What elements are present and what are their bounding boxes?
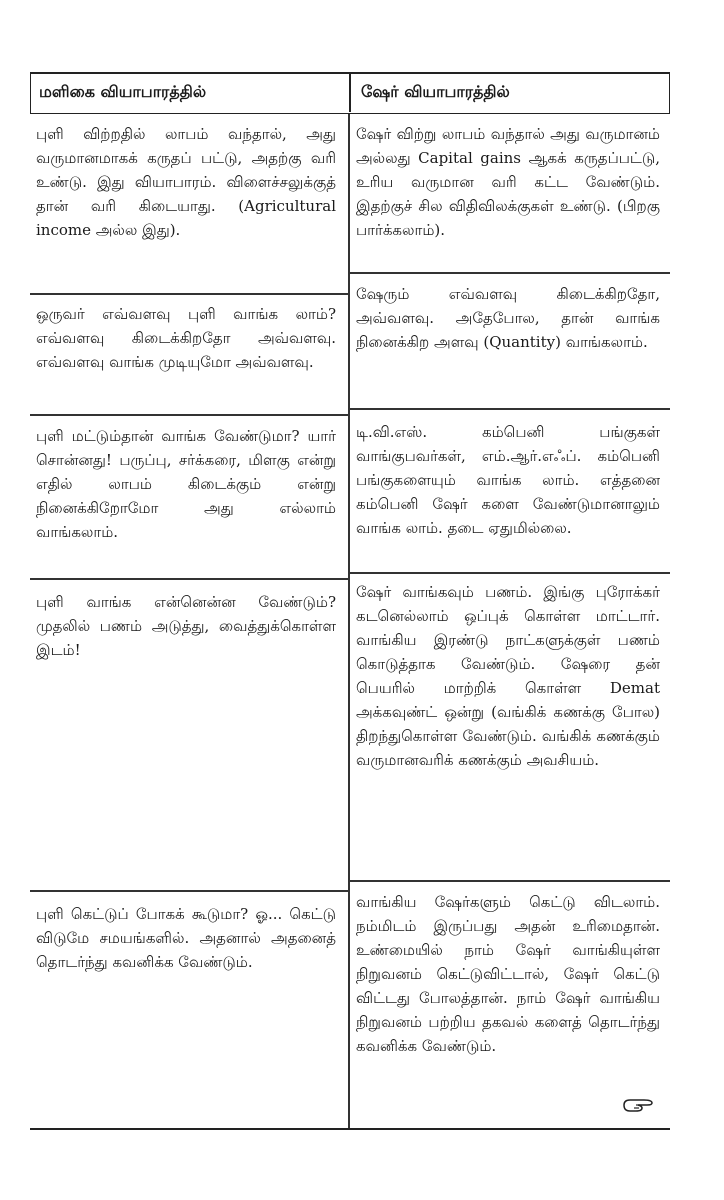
row-4-right: ஷேர் வாங்கவும் பணம். இங்கு புரோக்கர் கடனெல்லாம் ஒப்புக் கொள்ள மாட்டார். வாங்கிய இரண்டு நாட்களுக்குள் பணம் கொடுத்தாக வேண்டும். ஷேரை தன் பெயரில் மாற்றிக் கொள்ள Demat அக்கவுண்ட் ஒன்று (வங்கிக் கணக்கு போல) திறந்துகொள்ள வேண்டும். வங்கிக் கணக்கும் வருமானவரிக் கணக்கும் அவசியம். (356, 583, 660, 769)
row-2-left: ஒருவர் எவ்வளவு புளி வாங்க லாம்? எவ்வளவு கிடைக்கிறதோ அவ்வளவு. எவ்வளவு வாங்க முடியுமோ அவ்வளவு. (36, 305, 336, 371)
row-separator-right (349, 272, 670, 274)
header-right: ஷேர் வியாபாரத்தில் (361, 82, 510, 101)
row-separator-left (30, 578, 348, 580)
column-divider (348, 114, 350, 1128)
pointing-hand-icon (622, 1096, 654, 1114)
row-1-right: ஷேர் விற்று லாபம் வந்தால் அது வருமானம் அல்லது Capital gains ஆகக் கருதப்பட்டு, உரிய வருமான வரி கட்ட வேண்டும். இதற்குச் சில விதிவிலக்குகள் உண்டு. (பிறகு பார்க்கலாம்). (356, 125, 660, 239)
row-separator-left (30, 414, 348, 416)
row-separator-left (30, 890, 348, 892)
row-5-right: வாங்கிய ஷேர்களும் கெட்டு விடலாம். நம்மிடம் இருப்பது அதன் உரிமைதான். உண்மையில் நாம் ஷேர் வாங்கியுள்ள நிறுவனம் கெட்டுவிட்டால், ஷேர் கெட்டு விட்டது போலத்தான். நாம் ஷேர் வாங்கிய நிறுவனம் பற்றிய தகவல் களைத் தொடர்ந்து கவனிக்க வேண்டும். (356, 893, 660, 1055)
row-3-right: டி.வி.எஸ். கம்பெனி பங்குகள் வாங்குபவர்கள், எம்.ஆர்.எஃப். கம்பெனி பங்குகளையும் வாங்க லாம். எத்தனை கம்பெனி ஷேர் களை வேண்டுமானாலும் வாங்க லாம். தடை ஏதுமில்லை. (356, 423, 660, 537)
document-page (30, 72, 670, 1130)
header-divider (349, 74, 351, 112)
row-5-left: புளி கெட்டுப் போகக் கூடுமா? ஓ... கெட்டு விடுமே சமயங்களில். அதனால் அதனைத் தொடர்ந்து கவனிக்க வேண்டும். (36, 905, 336, 971)
row-3-left: புளி மட்டும்தான் வாங்க வேண்டுமா? யார் சொன்னது! பருப்பு, சர்க்கரை, மிளகு என்று எதில் லாபம் கிடைக்கும் என்று நினைக்கிறோமோ அது எல்லாம் வாங்கலாம். (36, 427, 336, 541)
bottom-rule (30, 1128, 670, 1130)
table-header (30, 74, 670, 114)
row-2-right: ஷேரும் எவ்வளவு கிடைக்கிறதோ, அவ்வளவு. அதேபோல, தான் வாங்க நினைக்கிற அளவு (Quantity) வாங்கலாம். (356, 285, 660, 351)
row-1-left: புளி விற்றதில் லாபம் வந்தால், அது வருமானமாகக் கருதப் பட்டு, அதற்கு வரி உண்டு. இது வியாபாரம். விளைச்சலுக்குத் தான் வரி கிடையாது. (Agricultural income அல்ல இது). (36, 125, 336, 239)
row-separator-right (349, 408, 670, 410)
header-left: மளிகை வியாபாரத்தில் (39, 82, 207, 101)
row-separator-left (30, 293, 348, 295)
row-4-left: புளி வாங்க என்னென்ன வேண்டும்? முதலில் பணம் அடுத்து, வைத்துக்கொள்ள இடம்! (36, 593, 336, 659)
row-separator-right (349, 572, 670, 574)
row-separator-right (349, 880, 670, 882)
